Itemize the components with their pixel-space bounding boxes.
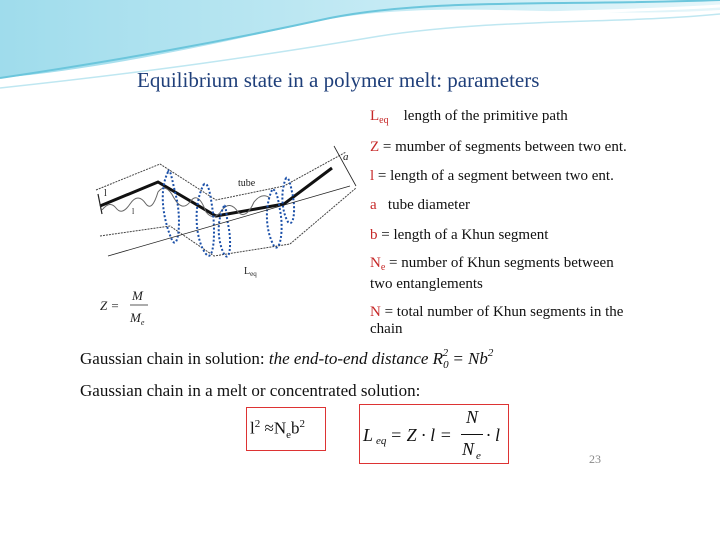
leq-arrow	[108, 186, 350, 256]
entanglement-loop	[267, 190, 282, 248]
definition-leq: $L_{eq}$ length of the primitive path	[370, 108, 568, 126]
tube-model-diagram	[88, 138, 368, 338]
equation-l-squared: $l^2 \approx N_eb^2$	[250, 418, 305, 442]
gaussian-solution-line: Gaussian chain in solution: the end-to-end distance $R_0^2 = Nb^2$	[80, 347, 494, 371]
a-label: a	[343, 151, 349, 163]
tube-label: tube	[238, 178, 256, 189]
equation-leq: L eq = Z · l = N N e · l	[363, 407, 501, 462]
definition-l: l = length of a segment between two ent.	[370, 168, 614, 184]
page-number: 23	[589, 452, 601, 466]
definition-n: N = total number of Khun segments in the chain	[370, 304, 624, 337]
definition-a: a tube diameter	[370, 197, 470, 213]
gaussian-melt-line: Gaussian chain in a melt or concentrated solution:	[80, 381, 421, 400]
z-formula-lhs: Z =	[100, 298, 120, 313]
z-formula-num: M	[132, 288, 143, 303]
leq-label: $L_{eq}$	[244, 266, 257, 278]
primitive-path	[100, 168, 332, 216]
entanglement-loop	[197, 184, 214, 256]
entanglement-loop	[163, 171, 179, 243]
l-label: l	[104, 188, 107, 199]
definition-z: Z = mumber of segments between two ent.	[370, 139, 627, 155]
z-formula-den: $M_e$	[130, 310, 145, 327]
definition-ne: $N_e$ = number of Khun segments between two entanglements	[370, 255, 614, 292]
slide-title: Equilibrium state in a polymer melt: parameters	[137, 68, 540, 92]
l-small-label: l	[132, 207, 135, 216]
definition-b: b = length of a Khun segment	[370, 227, 549, 243]
